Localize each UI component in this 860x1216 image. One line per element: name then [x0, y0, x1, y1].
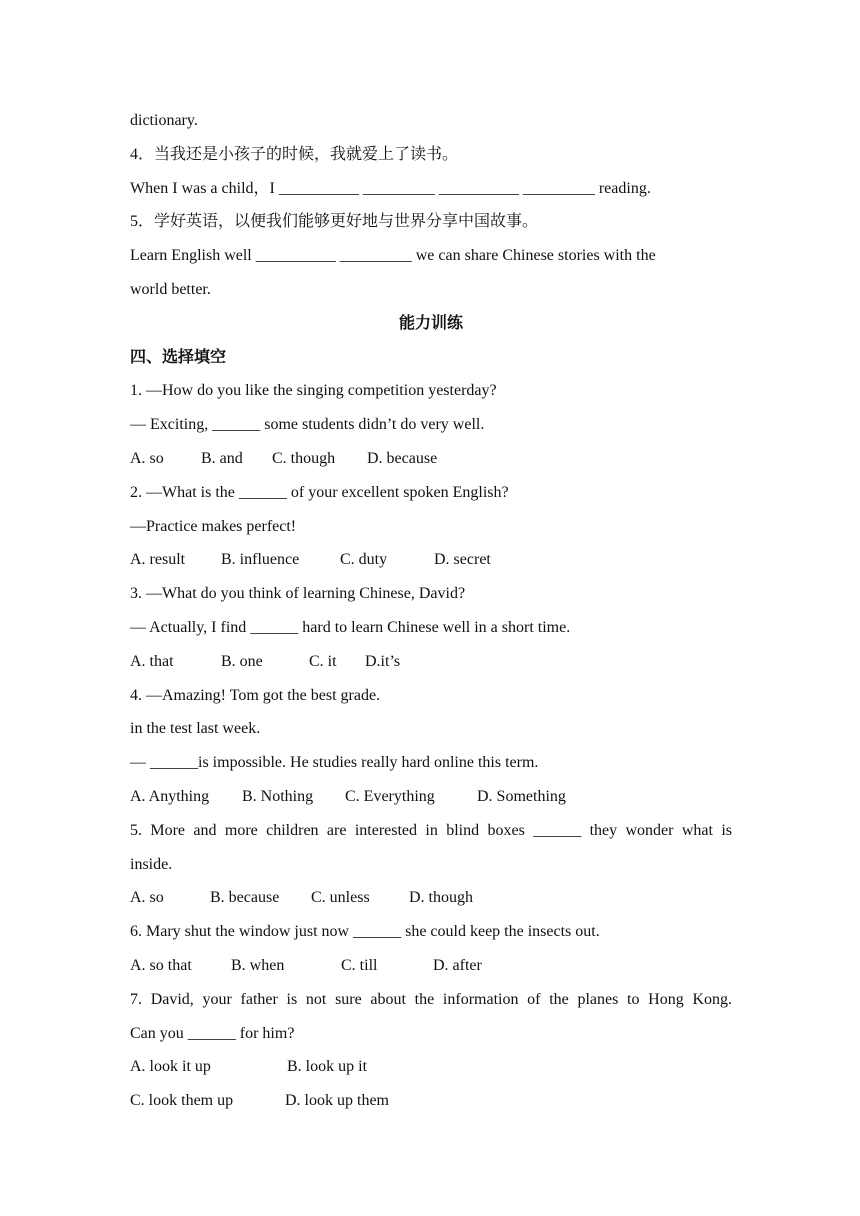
option-c: C. duty	[340, 551, 388, 569]
option-c: C. look them up	[130, 1092, 234, 1110]
option-a: A. look it up	[130, 1058, 211, 1076]
question-3-options	[130, 645, 732, 679]
section-title: 能力训练	[398, 314, 463, 332]
option-d: D. secret	[434, 551, 491, 569]
option-a: A. that	[130, 652, 174, 670]
option-a: A. so	[130, 449, 164, 467]
question-sentence: Learn English well __________ _________ we can share Chinese stories with the	[130, 247, 656, 265]
question-1-stem: 1. —How do you like the singing competition yesterday?	[130, 382, 497, 400]
option-b: B. Nothing	[242, 787, 314, 805]
option-b: B. and	[201, 449, 243, 467]
question-prompt-chinese: 5．学好英语，以便我们能够更好地与世界分享中国故事。	[130, 213, 539, 231]
option-d: D.it’s	[365, 652, 401, 670]
question-3-stem: 3. —What do you think of learning Chinese, David?	[130, 585, 466, 603]
question-6-stem: 6. Mary shut the window just now ______ she could keep the insects out.	[130, 923, 600, 941]
option-d: D. look up them	[285, 1092, 389, 1110]
option-b: B. when	[231, 956, 285, 974]
option-b: B. because	[210, 889, 280, 907]
question-7-options-row-2	[130, 1084, 732, 1118]
question-2-stem: 2. —What is the ______ of your excellent spoken English?	[130, 483, 509, 501]
option-a: A. result	[130, 551, 186, 569]
question-5-stem-continued: inside.	[130, 855, 173, 873]
option-c: C. though	[272, 449, 336, 467]
text-line: world better.	[130, 280, 211, 298]
question-4-stem-continued: in the test last week.	[130, 720, 261, 738]
question-2-response: —Practice makes perfect!	[130, 517, 297, 535]
question-4-response: — ______is impossible. He studies really hard online this term.	[130, 754, 539, 772]
option-a: A. so that	[130, 956, 192, 974]
question-3-response: — Actually, I find ______ hard to learn Chinese well in a short time.	[130, 618, 571, 636]
option-b: B. look up it	[287, 1058, 368, 1076]
option-d: D. after	[433, 956, 482, 974]
option-d: D. because	[367, 449, 438, 467]
option-c: C. Everything	[345, 787, 435, 805]
section-heading: 四、选择填空	[130, 348, 227, 366]
question-1-options	[130, 442, 732, 476]
question-prompt-chinese: 4．当我还是小孩子的时候，我就爱上了读书。	[130, 145, 459, 163]
question-7-stem: 7. David, your father is not sure about the information of the planes to Hong Kong.	[130, 990, 732, 1008]
question-4-options	[130, 780, 732, 814]
question-4-stem: 4. —Amazing! Tom got the best grade.	[130, 686, 381, 704]
option-b: B. one	[221, 652, 263, 670]
question-2-options	[130, 543, 732, 577]
text-line: dictionary.	[130, 112, 198, 129]
question-6-options	[130, 949, 732, 983]
option-c: C. till	[341, 956, 378, 974]
option-c: C. it	[309, 652, 337, 670]
question-7-stem-continued: Can you ______ for him?	[130, 1024, 295, 1042]
question-7-options-row-1	[130, 1050, 732, 1084]
option-a: A. Anything	[130, 787, 210, 805]
option-a: A. so	[130, 889, 164, 907]
option-d: D. Something	[477, 787, 566, 805]
option-b: B. influence	[221, 551, 300, 569]
question-1-response: — Exciting, ______ some students didn’t do very well.	[130, 416, 485, 434]
question-5-options	[130, 881, 732, 915]
question-5-stem: 5. More and more children are interested in blind boxes ______ they wonder what is	[130, 821, 732, 839]
document-content	[130, 104, 732, 1118]
question-sentence: When I was a child，I __________ _________ __________ _________ reading.	[130, 179, 651, 197]
option-d: D. though	[409, 889, 473, 907]
option-c: C. unless	[311, 889, 370, 907]
